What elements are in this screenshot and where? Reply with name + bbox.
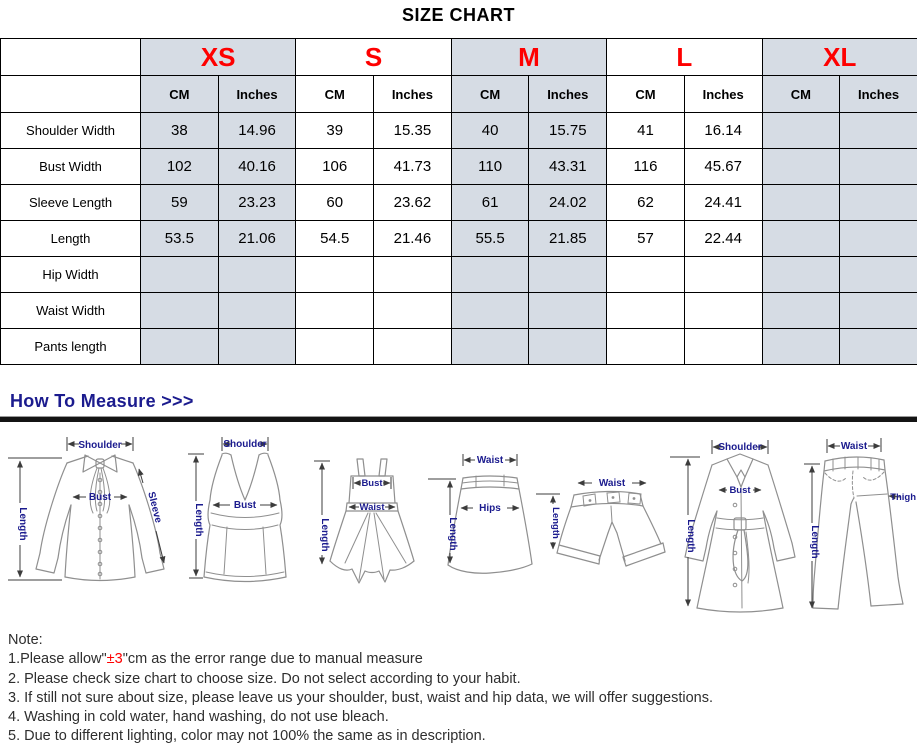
figure-label-waist: Waist <box>359 502 385 513</box>
note-line-5: 5. Due to different lighting, color may not 100% the same as in description. <box>8 728 486 745</box>
size-value-cell: 23.23 <box>218 185 296 221</box>
figure-label-bust: Bust <box>361 478 383 489</box>
row-label: Pants length <box>1 329 141 365</box>
size-value-cell <box>840 329 917 365</box>
figure-dress <box>314 459 414 583</box>
unit-header: Inches <box>374 76 452 113</box>
note-highlight: ±3 <box>106 651 123 668</box>
size-value-cell <box>840 113 917 149</box>
table-row <box>1 149 917 185</box>
size-value-cell: 21.46 <box>374 221 452 257</box>
size-value-cell <box>684 293 762 329</box>
size-value-cell <box>218 257 296 293</box>
how-to-measure-heading <box>10 391 194 412</box>
triple-arrow-icon: >>> <box>161 391 194 411</box>
table-row <box>1 257 917 293</box>
size-value-cell: 116 <box>607 149 685 185</box>
size-value-cell: 24.41 <box>684 185 762 221</box>
size-value-cell <box>529 257 607 293</box>
figure-label-waist: Waist <box>598 478 626 489</box>
table-row <box>1 293 917 329</box>
figure-blouse <box>8 437 164 581</box>
size-value-cell: 41.73 <box>374 149 452 185</box>
page-title: SIZE CHART <box>402 5 515 25</box>
figure-label-length: Length <box>319 518 330 552</box>
unit-header: Inches <box>840 76 917 113</box>
figure-shorts <box>536 478 665 566</box>
unit-header: Inches <box>529 76 607 113</box>
size-value-cell: 43.31 <box>529 149 607 185</box>
figure-tank-top <box>188 437 286 582</box>
size-header-l: L <box>607 39 762 76</box>
size-value-cell <box>762 221 840 257</box>
size-value-cell <box>451 329 529 365</box>
row-label: Length <box>1 221 141 257</box>
size-value-cell: 45.67 <box>684 149 762 185</box>
size-value-cell <box>840 149 917 185</box>
size-value-cell: 39 <box>296 113 374 149</box>
size-value-cell <box>762 329 840 365</box>
size-value-cell <box>141 293 219 329</box>
size-value-cell <box>840 185 917 221</box>
size-value-cell: 41 <box>607 113 685 149</box>
size-value-cell <box>374 329 452 365</box>
size-value-cell <box>840 221 917 257</box>
size-header-xs: XS <box>141 39 296 76</box>
size-header-m: M <box>451 39 606 76</box>
measure-figures <box>0 425 917 640</box>
size-value-cell <box>762 185 840 221</box>
size-value-cell <box>529 293 607 329</box>
size-value-cell <box>607 257 685 293</box>
size-value-cell: 14.96 <box>218 113 296 149</box>
figure-label-shoulder: Shoulder <box>223 439 267 450</box>
unit-header: CM <box>607 76 685 113</box>
size-value-cell: 40 <box>451 113 529 149</box>
size-value-cell: 15.75 <box>529 113 607 149</box>
size-value-cell: 21.06 <box>218 221 296 257</box>
notes <box>8 631 913 747</box>
size-value-cell <box>607 329 685 365</box>
figure-label-length: Length <box>17 507 28 541</box>
size-value-cell <box>762 257 840 293</box>
size-value-cell <box>296 293 374 329</box>
size-value-cell: 59 <box>141 185 219 221</box>
size-value-cell: 23.62 <box>374 185 452 221</box>
row-label: Shoulder Width <box>1 113 141 149</box>
size-value-cell: 54.5 <box>296 221 374 257</box>
size-value-cell <box>451 257 529 293</box>
size-value-cell <box>762 113 840 149</box>
unit-header: CM <box>296 76 374 113</box>
row-label: Waist Width <box>1 293 141 329</box>
figure-label-length: Length <box>685 519 696 553</box>
size-value-cell: 21.85 <box>529 221 607 257</box>
size-value-cell: 55.5 <box>451 221 529 257</box>
size-value-cell: 60 <box>296 185 374 221</box>
size-value-cell <box>529 329 607 365</box>
size-value-cell: 15.35 <box>374 113 452 149</box>
size-value-cell <box>684 329 762 365</box>
note-line-3: 3. If still not sure about size, please leave us your shoulder, bust, waist and hip data, we will offer suggestions. <box>8 689 713 706</box>
unit-header: Inches <box>684 76 762 113</box>
size-table <box>0 38 917 365</box>
figure-label-bust: Bust <box>88 492 112 503</box>
size-value-cell: 62 <box>607 185 685 221</box>
size-value-cell <box>607 293 685 329</box>
size-value-cell: 106 <box>296 149 374 185</box>
figure-label-length: Length <box>447 517 458 551</box>
figure-label-waist: Waist <box>476 455 504 466</box>
figure-label-shoulder: Shoulder <box>78 440 122 451</box>
size-value-cell <box>840 257 917 293</box>
unit-header: CM <box>762 76 840 113</box>
unit-header: CM <box>451 76 529 113</box>
size-value-cell <box>762 149 840 185</box>
size-value-cell: 38 <box>141 113 219 149</box>
size-value-cell: 24.02 <box>529 185 607 221</box>
size-value-cell <box>218 293 296 329</box>
size-value-cell <box>296 329 374 365</box>
size-value-cell <box>840 293 917 329</box>
figure-label-bust: Bust <box>233 500 257 511</box>
size-value-cell <box>684 257 762 293</box>
figure-label-bust: Bust <box>729 485 751 496</box>
size-value-cell <box>141 257 219 293</box>
unit-header: Inches <box>218 76 296 113</box>
corner-cell <box>1 76 141 113</box>
figure-label-shoulder: Shoulder <box>718 442 762 453</box>
size-value-cell <box>374 293 452 329</box>
size-value-cell <box>374 257 452 293</box>
figure-label-length: Length <box>193 503 204 537</box>
size-value-cell <box>451 293 529 329</box>
figure-label-length: Length <box>550 507 561 539</box>
figure-label-sleeve: Sleeve <box>145 490 164 525</box>
unit-header: CM <box>141 76 219 113</box>
size-value-cell: 40.16 <box>218 149 296 185</box>
size-value-cell: 16.14 <box>684 113 762 149</box>
how-to-measure-text: How To Measure <box>10 391 156 411</box>
figure-skirt <box>428 454 532 573</box>
table-row <box>1 185 917 221</box>
figure-coat <box>670 440 795 612</box>
size-header-s: S <box>296 39 451 76</box>
row-label: Sleeve Length <box>1 185 141 221</box>
figure-label-thigh: Thigh <box>890 492 916 503</box>
table-row <box>1 221 917 257</box>
size-value-cell: 61 <box>451 185 529 221</box>
row-label: Hip Width <box>1 257 141 293</box>
size-value-cell <box>218 329 296 365</box>
note-line-4: 4. Washing in cold water, hand washing, do not use bleach. <box>8 709 389 726</box>
corner-cell <box>1 39 141 76</box>
size-header-xl: XL <box>762 39 917 76</box>
size-value-cell: 53.5 <box>141 221 219 257</box>
row-label: Bust Width <box>1 149 141 185</box>
size-value-cell: 102 <box>141 149 219 185</box>
table-row <box>1 113 917 149</box>
size-value-cell <box>296 257 374 293</box>
table-row <box>1 329 917 365</box>
size-value-cell <box>762 293 840 329</box>
figure-pants <box>804 438 916 609</box>
note-heading: Note: <box>8 632 43 648</box>
size-value-cell: 110 <box>451 149 529 185</box>
note-line-1: 1.Please allow"±3"cm as the error range due to manual measure <box>8 651 423 668</box>
size-value-cell <box>141 329 219 365</box>
size-value-cell: 22.44 <box>684 221 762 257</box>
figure-label-length: Length <box>809 525 820 559</box>
divider-line <box>0 416 917 422</box>
figure-label-hips: Hips <box>479 503 501 514</box>
note-line-2: 2. Please check size chart to choose size. Do not select according to your habit. <box>8 670 521 687</box>
figure-label-waist: Waist <box>840 441 868 452</box>
size-value-cell: 57 <box>607 221 685 257</box>
